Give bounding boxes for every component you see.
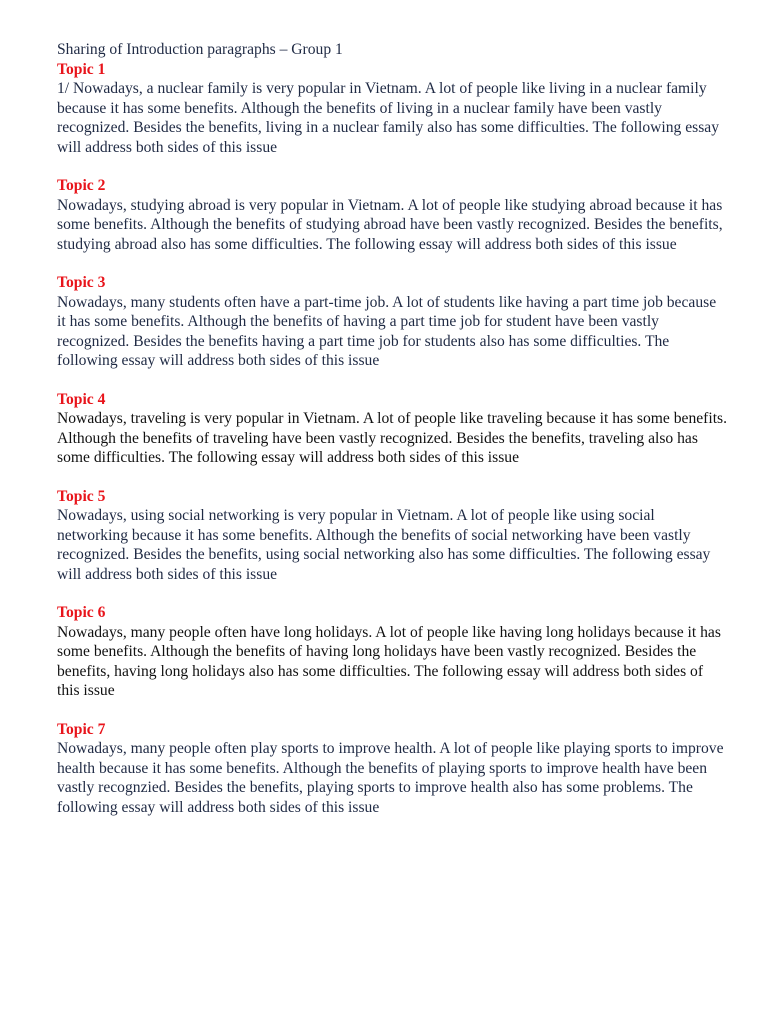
topic-paragraph: Nowadays, using social networking is very popular in Vietnam. A lot of people like using social networking because it has some benefits. Although the benefits of social networking have been vastly recognized. Besides the benefits, using social networking also has some difficulties. The following essay will address both sides of this issue — [57, 507, 711, 583]
topic-paragraph: Nowadays, traveling is very popular in Vietnam. A lot of people like traveling because it has some benefits. Although the benefits of traveling have been vastly recognized. Besides the benefits, traveling also has some difficulties. The following essay will address both sides of this issue — [57, 410, 728, 466]
topic-section-2 — [57, 176, 727, 254]
topic-section-1 — [57, 60, 727, 158]
topic-heading: Topic 5 — [57, 487, 106, 505]
topic-paragraph: 1/ Nowadays, a nuclear family is very popular in Vietnam. A lot of people like living in a nuclear family because it has some benefits. Although the benefits of living in a nuclear family have been vastly recognized. Besides the benefits, living in a nuclear family also has some difficulties. The following essay will address both sides of this issue — [57, 80, 719, 156]
topic-section-4 — [57, 390, 727, 468]
document-content — [57, 40, 727, 836]
topic-heading: Topic 7 — [57, 720, 106, 738]
topic-heading: Topic 1 — [57, 60, 106, 78]
topic-section-7 — [57, 720, 727, 818]
topic-section-3 — [57, 273, 727, 371]
topic-paragraph: Nowadays, many people often play sports to improve health. A lot of people like playing sports to improve health because it has some benefits. Although the benefits of playing sports to improve health have been vastly recognzied. Besides the benefits, playing sports to improve health also has some problems. The following essay will address both sides of this issue — [57, 740, 724, 816]
topic-heading: Topic 6 — [57, 604, 106, 621]
topic-section-5 — [57, 487, 727, 585]
topic-paragraph: Nowadays, many people often have long holidays. A lot of people like having long holidays because it has some benefits. Although the benefits of having long holidays have been vastly recognized. Besides the benefits, having long holidays also has some difficulties. The following essay will address both sides of this issue — [57, 623, 721, 699]
topic-heading: Topic 4 — [57, 390, 106, 408]
topic-paragraph: Nowadays, many students often have a part-time job. A lot of students like having a part time job because it has some benefits. Although the benefits of having a part time job for student have been vastly recognized. Besides the benefits having a part time job for students also has some difficulties. The following essay will address both sides of this issue — [57, 293, 717, 369]
topic-paragraph: Nowadays, studying abroad is very popular in Vietnam. A lot of people like studying abroad because it has some benefits. Although the benefits of studying abroad have been vastly recognized. Besides the benefits, studying abroad also has some difficulties. The following essay will address both sides of this issue — [57, 196, 723, 253]
topic-heading: Topic 2 — [57, 177, 106, 194]
topic-heading: Topic 3 — [57, 274, 106, 291]
topic-section-6 — [57, 603, 727, 701]
document-title: Sharing of Introduction paragraphs – Group 1 — [57, 41, 343, 58]
